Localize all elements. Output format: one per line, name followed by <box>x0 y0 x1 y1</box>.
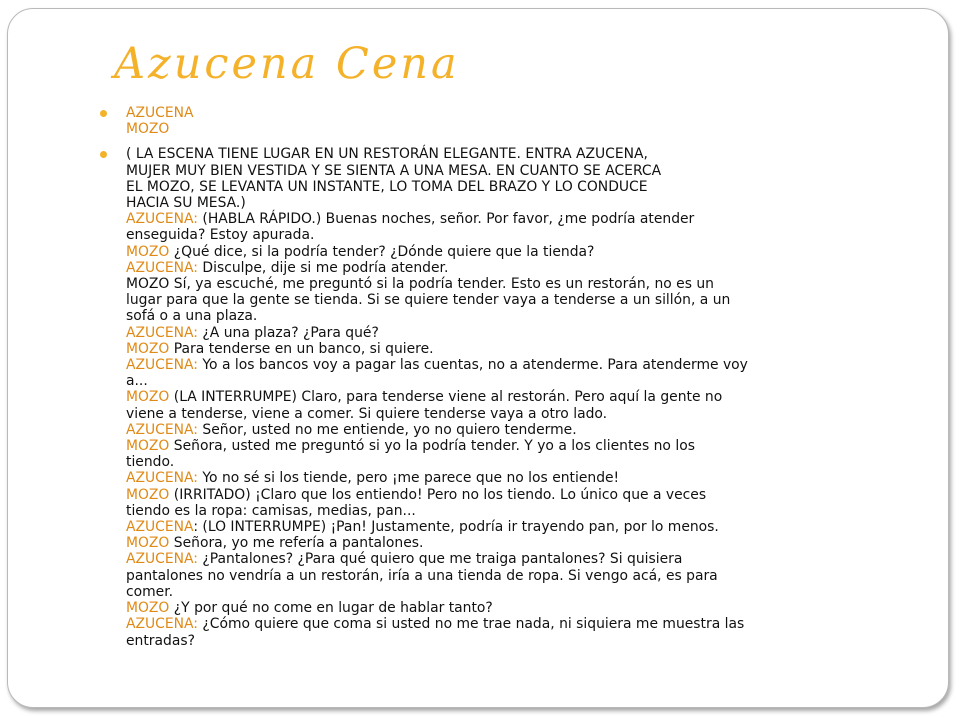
script-line <box>126 163 866 179</box>
dialogue-text: ¿Qué dice, si la podría tender? ¿Dónde quiere que la tienda? <box>169 243 595 260</box>
script-line <box>126 179 866 195</box>
script-line <box>126 373 866 389</box>
speaker-label: MOZO <box>126 340 170 357</box>
speaker-label: AZUCENA: <box>126 616 198 633</box>
dialogue-text: Yo a los bancos voy a pagar las cuentas, no a atenderme. Para atenderme voy <box>198 357 748 374</box>
speaker-label: MOZO <box>126 486 170 503</box>
dialogue-text: (IRRITADO) ¡Claro que los entiendo! Pero no los tiendo. Lo único que a veces <box>169 486 707 503</box>
cast-item: MOZO <box>126 121 170 138</box>
dialogue-text: pantalones no vendría a un restorán, iría a una tienda de ropa. Si vengo acá, es para <box>126 567 718 584</box>
dialogue-text: tiendo. <box>126 454 175 471</box>
speaker-label: AZUCENA: <box>126 357 198 374</box>
script-line <box>126 389 866 405</box>
script-line <box>126 551 866 567</box>
script-line <box>126 584 866 600</box>
script-line <box>126 325 866 341</box>
script-line <box>126 487 866 503</box>
dialogue-text: ¿Y por qué no come en lugar de hablar tanto? <box>169 600 493 617</box>
cast-item: AZUCENA <box>126 105 194 121</box>
speaker-label: AZUCENA: <box>126 324 198 341</box>
script-line <box>126 422 866 438</box>
dialogue-text: ( LA ESCENA TIENE LUGAR EN UN RESTORÁN ELEGANTE. ENTRA AZUCENA, <box>126 146 648 163</box>
script-line <box>126 600 866 616</box>
dialogue-text: entradas? <box>126 632 195 649</box>
speaker-label: AZUCENA: <box>126 470 198 487</box>
dialogue-text: Disculpe, dije si me podría atender. <box>198 259 449 276</box>
dialogue-text: sofá o a una plaza. <box>126 308 258 325</box>
script-line <box>126 292 866 308</box>
dialogue-text: MOZO Sí, ya escuché, me preguntó si la podría tender. Esto es un restorán, no es un <box>126 276 714 293</box>
speaker-label: AZUCENA: <box>126 259 198 276</box>
dialogue-text: ¿A una plaza? ¿Para qué? <box>198 324 379 341</box>
dialogue-text: Señora, usted me preguntó si yo la podría tender. Y yo a los clientes no los <box>169 438 695 455</box>
dialogue-text: HACIA SU MESA.) <box>126 195 246 212</box>
slide-frame <box>7 8 949 708</box>
dialogue-text: (HABLA RÁPIDO.) Buenas noches, señor. Por favor, ¿me podría atender <box>198 211 695 228</box>
speaker-label: AZUCENA <box>126 519 194 536</box>
speaker-label: MOZO <box>126 438 170 455</box>
speaker-label: AZUCENA: <box>126 211 198 228</box>
speaker-label: MOZO <box>126 600 170 617</box>
script-line <box>126 227 866 243</box>
dialogue-text: MUJER MUY BIEN VESTIDA Y SE SIENTA A UNA MESA. EN CUANTO SE ACERCA <box>126 162 662 179</box>
script-line <box>126 211 866 227</box>
script-line <box>126 503 866 519</box>
script-line <box>126 470 866 486</box>
script-line <box>126 308 866 324</box>
script-line <box>126 357 866 373</box>
dialogue-text: Señor, usted no me entiende, yo no quiero tenderme. <box>198 421 577 438</box>
dialogue-text: EL MOZO, SE LEVANTA UN INSTANTE, LO TOMA DEL BRAZO Y LO CONDUCE <box>126 178 648 195</box>
dialogue-text: Para tenderse en un banco, si quiere. <box>169 340 434 357</box>
dialogue-text: : (LO INTERRUMPE) ¡Pan! Justamente, podría ir trayendo pan, por lo menos. <box>193 519 719 536</box>
dialogue-text: enseguida? Estoy apurada. <box>126 227 315 244</box>
script-line <box>126 260 866 276</box>
dialogue-text: ¿Cómo quiere que coma si usted no me trae nada, ni siquiera me muestra las <box>198 616 745 633</box>
dialogue-text: tiendo es la ropa: camisas, medias, pan... <box>126 502 416 519</box>
script-line <box>126 568 866 584</box>
dialogue-text: a... <box>126 373 148 390</box>
dialogue-text: Señora, yo me refería a pantalones. <box>169 535 424 552</box>
script-line <box>126 406 866 422</box>
dialogue-text: comer. <box>126 583 174 600</box>
script-line <box>126 341 866 357</box>
speaker-label: MOZO <box>126 243 170 260</box>
script-line <box>126 438 866 454</box>
script-line <box>126 519 866 535</box>
dialogue-text: ¿Pantalones? ¿Para qué quiero que me traiga pantalones? Si quisiera <box>198 551 683 568</box>
dialogue-text: Yo no sé si los tiende, pero ¡me parece que no los entiende! <box>198 470 620 487</box>
script-line <box>126 146 866 162</box>
speaker-label: MOZO <box>126 535 170 552</box>
script-bullet <box>106 146 866 648</box>
speaker-label: MOZO <box>126 389 170 406</box>
dialogue-text: lugar para que la gente se tienda. Si se quiere tender vaya a tenderse a un sillón, a un <box>126 292 731 309</box>
script-line <box>126 454 866 470</box>
dialogue-text: viene a tenderse, viene a comer. Si quiere tenderse vaya a otro lado. <box>126 405 608 422</box>
slide-title: Azucena Cena <box>114 39 460 89</box>
dialogue-text: (LA INTERRUMPE) Claro, para tenderse viene al restorán. Pero aquí la gente no <box>169 389 723 406</box>
cast-list-bullet <box>106 105 866 137</box>
script-line <box>126 633 866 649</box>
script-line <box>126 244 866 260</box>
script-line <box>126 195 866 211</box>
script-line <box>126 276 866 292</box>
script-line <box>126 616 866 632</box>
content-list <box>106 105 866 649</box>
script-line <box>126 535 866 551</box>
speaker-label: AZUCENA: <box>126 551 198 568</box>
speaker-label: AZUCENA: <box>126 421 198 438</box>
